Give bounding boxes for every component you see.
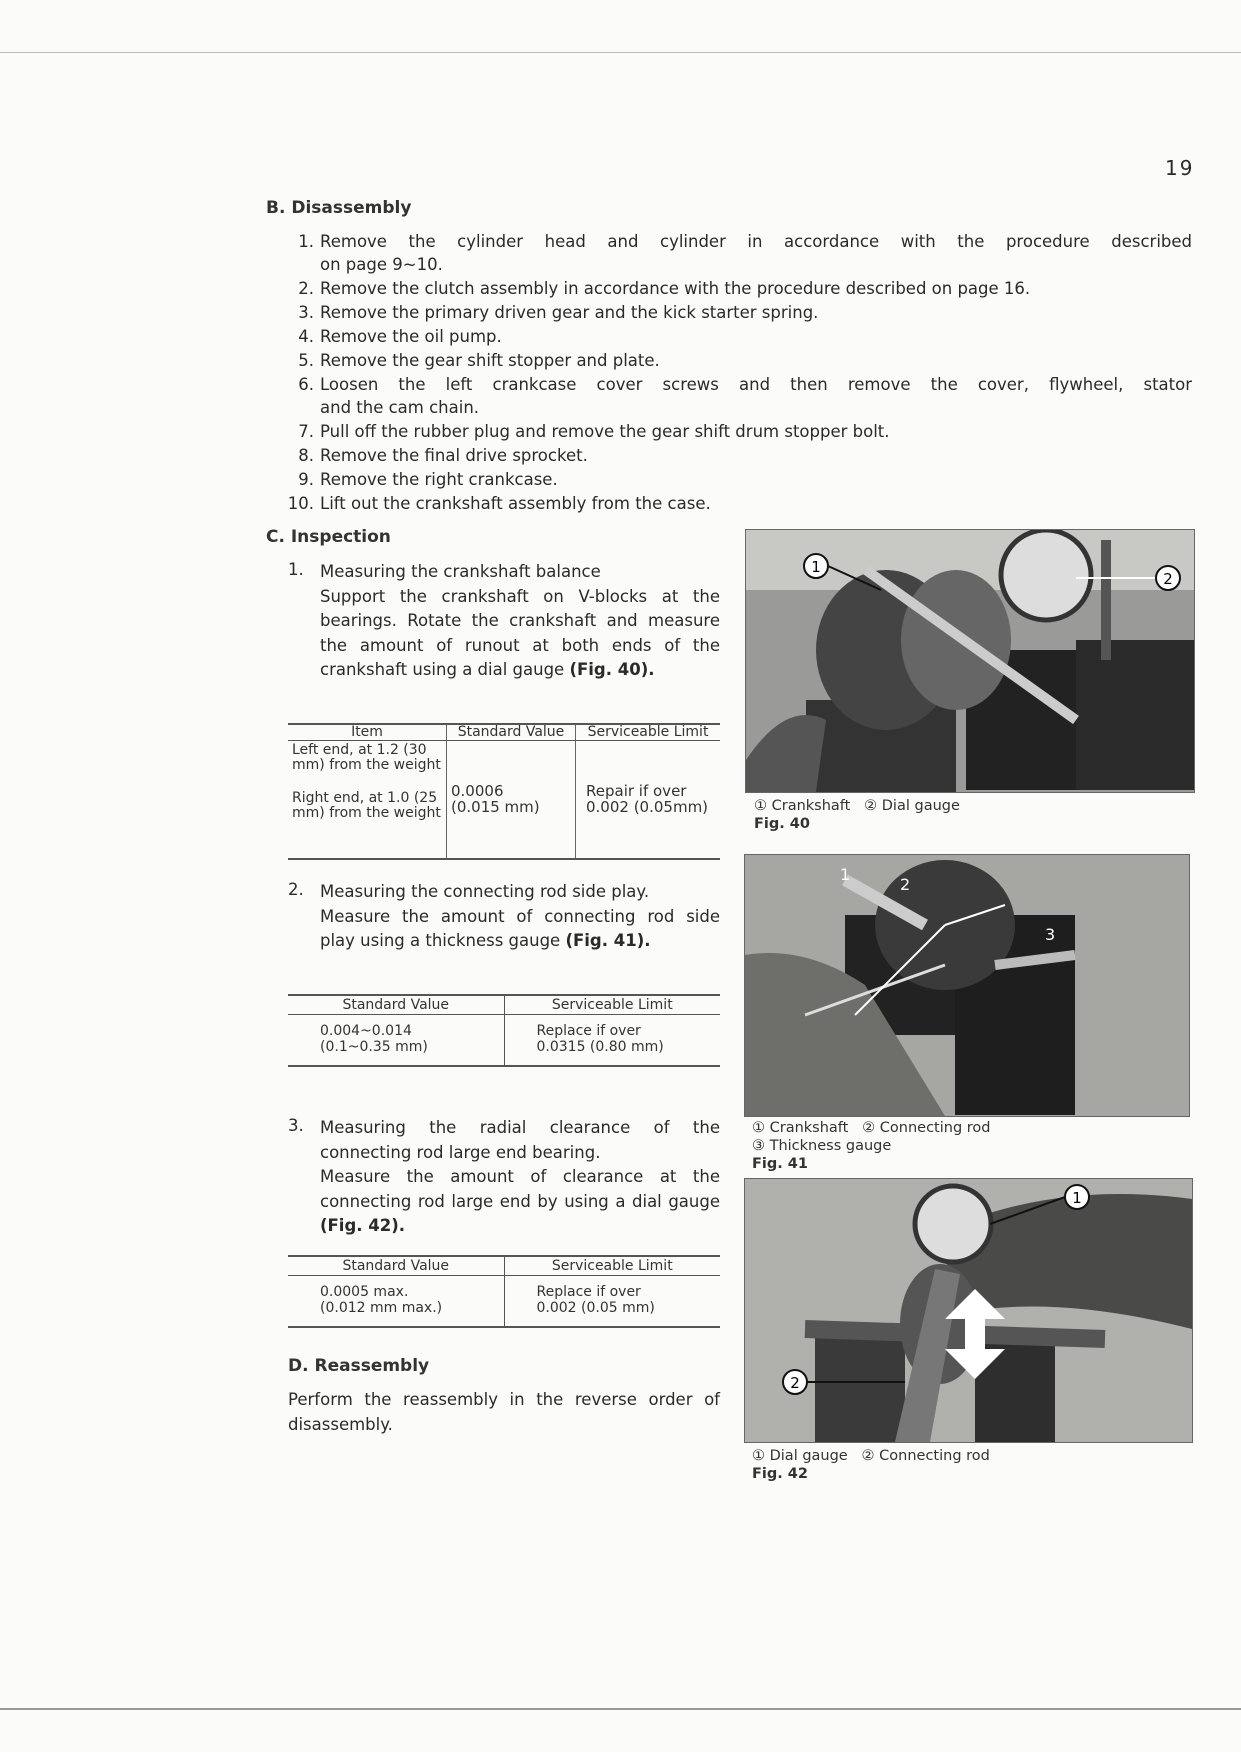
step-number: 7. (298, 422, 314, 441)
standard-value: 0.0005 max. (320, 1284, 409, 1300)
standard-value-mm: (0.1~0.35 mm) (320, 1039, 428, 1055)
disassembly-step (288, 444, 1192, 467)
step-number: 5. (298, 351, 314, 370)
disassembly-step (288, 373, 1192, 419)
standard-value-mm: (0.015 mm) (451, 798, 540, 817)
item-text: Measure the amount of clearance at the connecting rod large end by using a dial gauge (320, 1167, 720, 1211)
standard-value: 0.004~0.014 (320, 1023, 412, 1039)
step-number: 6. (298, 375, 314, 394)
step-text: Remove the cylinder head and cylinder in accordance with the procedure described (320, 232, 1192, 251)
column-header: Serviceable Limit (504, 1256, 720, 1276)
callout-1: 1 (840, 865, 851, 884)
step-text: Remove the primary driven gear and the kick starter spring. (320, 303, 819, 322)
disassembly-step (288, 492, 1192, 515)
figure-label: Fig. 40 (754, 816, 810, 832)
standard-value-mm: (0.012 mm max.) (320, 1300, 443, 1316)
step-text: Remove the oil pump. (320, 327, 502, 346)
item-title: Measuring the connecting rod side play. (320, 882, 650, 901)
figure-label: Fig. 42 (752, 1466, 808, 1482)
caption-text: ① Crankshaft ② Dial gauge (754, 798, 960, 814)
page-number: 19 (1165, 156, 1195, 180)
section-heading-disassembly: B. Disassembly (266, 198, 412, 218)
scan-edge-bottom (0, 1708, 1241, 1710)
balance-spec-table (288, 723, 720, 860)
radial-clearance-spec-table (288, 1255, 720, 1328)
step-text: Lift out the crankshaft assembly from the case. (320, 494, 711, 513)
callout-2: 2 (1163, 570, 1173, 588)
figure-label: Fig. 41 (752, 1156, 808, 1172)
step-number: 8. (298, 446, 314, 465)
figure-42-caption (752, 1447, 990, 1483)
figure-41-photo (744, 854, 1190, 1117)
inspection-item-3 (320, 1116, 720, 1239)
limit-value-mm: 0.002 (0.05 mm) (536, 1300, 655, 1316)
disassembly-step (288, 277, 1192, 300)
item-text: Support the crankshaft on V-blocks at the bearings. Rotate the crankshaft and measure the amount of runout at both ends of the crankshaft using a dial gauge (320, 586, 720, 679)
scan-edge-top (0, 52, 1241, 53)
item-cell-right: Right end, at 1.0 (25 mm) from the weight (292, 790, 441, 821)
figure-41-caption (752, 1119, 990, 1173)
limit-value: Replace if over (536, 1023, 641, 1039)
item-number: 1. (288, 560, 304, 579)
column-header: Standard Value (288, 995, 504, 1015)
disassembly-step (288, 230, 1192, 276)
step-text: on page 9~10. (320, 255, 443, 274)
callout-1: 1 (1072, 1189, 1082, 1207)
column-header: Standard Value (447, 724, 576, 741)
limit-value: Replace if over (536, 1284, 641, 1300)
step-number: 9. (298, 470, 314, 489)
caption-text: ① Dial gauge ② Connecting rod (752, 1448, 990, 1464)
item-text: Measure the amount of connecting rod side play using a thickness gauge (320, 906, 720, 950)
item-title: Measuring the crankshaft balance (320, 562, 601, 581)
step-number: 1. (298, 232, 314, 251)
reassembly-text: Perform the reassembly in the reverse order of disassembly. (288, 1390, 720, 1434)
figure-40-photo (745, 529, 1195, 793)
step-number: 3. (298, 303, 314, 322)
step-text: Remove the clutch assembly in accordance with the procedure described on page 16. (320, 279, 1031, 298)
inspection-item-1 (320, 560, 720, 683)
disassembly-step (288, 349, 1192, 372)
step-text: Pull off the rubber plug and remove the gear shift drum stopper bolt. (320, 422, 890, 441)
disassembly-step (288, 301, 1192, 324)
figure-42-photo (744, 1178, 1193, 1443)
item-title: Measuring the radial clearance of the connecting rod large end bearing. (320, 1118, 720, 1162)
column-header: Serviceable Limit (504, 995, 720, 1015)
limit-value-mm: 0.0315 (0.80 mm) (536, 1039, 664, 1055)
figure-ref: (Fig. 42). (320, 1216, 406, 1235)
step-text: Remove the final drive sprocket. (320, 446, 588, 465)
step-text: Remove the gear shift stopper and plate. (320, 351, 660, 370)
section-heading-inspection: C. Inspection (266, 527, 391, 547)
step-text: Remove the right crankcase. (320, 470, 558, 489)
step-number: 10. (287, 494, 314, 513)
item-number: 2. (288, 880, 304, 899)
caption-text: ③ Thickness gauge (752, 1138, 892, 1154)
callout-3: 3 (1045, 925, 1056, 944)
figure-40-caption (754, 797, 960, 833)
item-number: 3. (288, 1116, 304, 1135)
callout-1: 1 (811, 558, 821, 576)
disassembly-step (288, 468, 1192, 491)
section-heading-reassembly: D. Reassembly (288, 1356, 430, 1376)
step-number: 2. (298, 279, 314, 298)
disassembly-step (288, 325, 1192, 348)
caption-text: ① Crankshaft ② Connecting rod (752, 1120, 991, 1136)
callout-2: 2 (900, 875, 911, 894)
step-number: 4. (298, 327, 314, 346)
step-text: and the cam chain. (320, 398, 480, 417)
figure-ref: (Fig. 40). (569, 660, 655, 679)
side-play-spec-table (288, 994, 720, 1067)
column-header: Standard Value (288, 1256, 504, 1276)
limit-value-mm: 0.002 (0.05mm) (586, 798, 709, 817)
callout-2: 2 (790, 1374, 800, 1392)
column-header: Serviceable Limit (576, 724, 721, 741)
item-cell-left: Left end, at 1.2 (30 mm) from the weight (292, 742, 441, 773)
standard-value: 0.0006 (451, 782, 504, 801)
step-text: Loosen the left crankcase cover screws and then remove the cover, flywheel, stator (320, 375, 1192, 394)
disassembly-step (288, 420, 1192, 443)
inspection-item-2 (320, 880, 720, 954)
figure-ref: (Fig. 41). (565, 931, 651, 950)
column-header: Item (288, 724, 447, 741)
limit-value: Repair if over (586, 782, 687, 801)
